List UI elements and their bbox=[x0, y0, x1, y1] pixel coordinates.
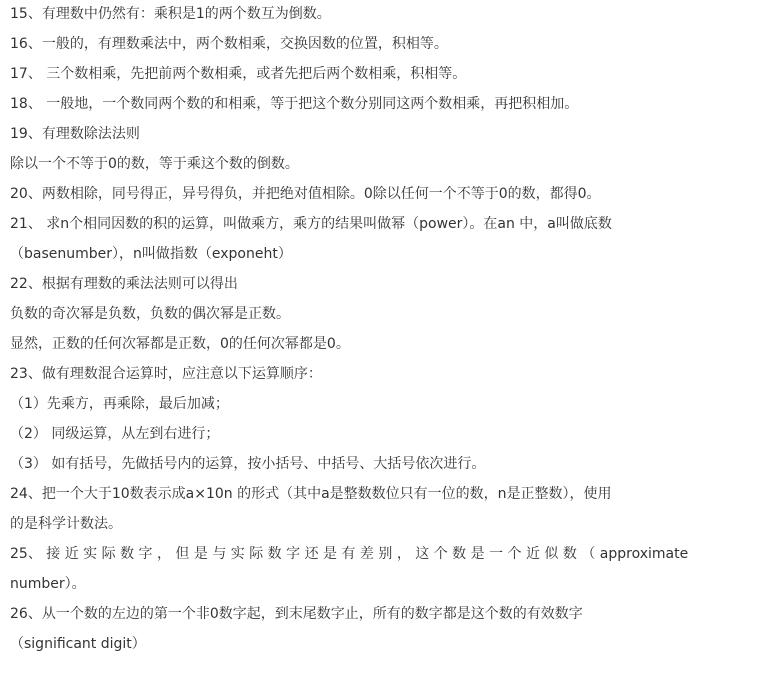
text-line-21-continued: （basenumber），n叫做指数（exponeht） bbox=[10, 246, 292, 262]
text-line-26: 26、从一个数的左边的第一个非0数字起，到末尾数字止，所有的数字都是这个数的有效数字 bbox=[10, 606, 583, 622]
text-line-24: 24、把一个大于10数表示成a×10n 的形式（其中a是整数数位只有一位的数，n是正整数），使用 bbox=[10, 486, 612, 502]
text-line-23-step-2: （2） 同级运算，从左到右进行； bbox=[10, 426, 220, 442]
text-line-23-heading: 23、做有理数混合运算时，应注意以下运算顺序： bbox=[10, 366, 322, 382]
document-body bbox=[10, 0, 700, 659]
text-line-17: 17、 三个数相乘，先把前两个数相乘，或者先把后两个数相乘，积相等。 bbox=[10, 66, 467, 82]
text-line-16: 16、一般的，有理数乘法中，两个数相乘，交换因数的位置，积相等。 bbox=[10, 36, 448, 52]
text-line-18: 18、 一般地，一个数同两个数的和相乘，等于把这个数分别同这两个数相乘，再把积相加。 bbox=[10, 96, 579, 112]
text-line-22-body-2: 显然，正数的任何次幂都是正数，0的任何次幂都是0。 bbox=[10, 336, 350, 352]
text-line-19-heading: 19、有理数除法法则 bbox=[10, 126, 140, 142]
text-line-25: 25、 接 近 实 际 数 字 ， 但 是 与 实 际 数 字 还 是 有 差 别 ， 这 个 数 是 一 个 近 似 数 （ approximate bbox=[10, 546, 689, 562]
text-line-25-continued: number）。 bbox=[10, 576, 86, 592]
text-line-21: 21、 求n个相同因数的积的运算，叫做乘方，乘方的结果叫做幂（power）。在an 中，a叫做底数 bbox=[10, 216, 612, 232]
text-line-22-body-1: 负数的奇次幂是负数，负数的偶次幂是正数。 bbox=[10, 306, 290, 322]
text-line-19-body: 除以一个不等于0的数，等于乘这个数的倒数。 bbox=[10, 156, 299, 172]
text-line-20: 20、两数相除，同号得正，异号得负，并把绝对值相除。0除以任何一个不等于0的数，都得0。 bbox=[10, 186, 601, 202]
text-line-23-step-3: （3） 如有括号，先做括号内的运算，按小括号、中括号、大括号依次进行。 bbox=[10, 456, 486, 472]
text-line-26-continued: （significant digit） bbox=[10, 636, 146, 652]
text-line-15: 15、有理数中仍然有：乘积是1的两个数互为倒数。 bbox=[10, 6, 331, 22]
text-line-24-continued: 的是科学计数法。 bbox=[10, 516, 122, 532]
text-line-23-step-1: （1）先乘方，再乘除，最后加减； bbox=[10, 396, 229, 412]
text-line-22-heading: 22、根据有理数的乘法法则可以得出 bbox=[10, 276, 238, 292]
